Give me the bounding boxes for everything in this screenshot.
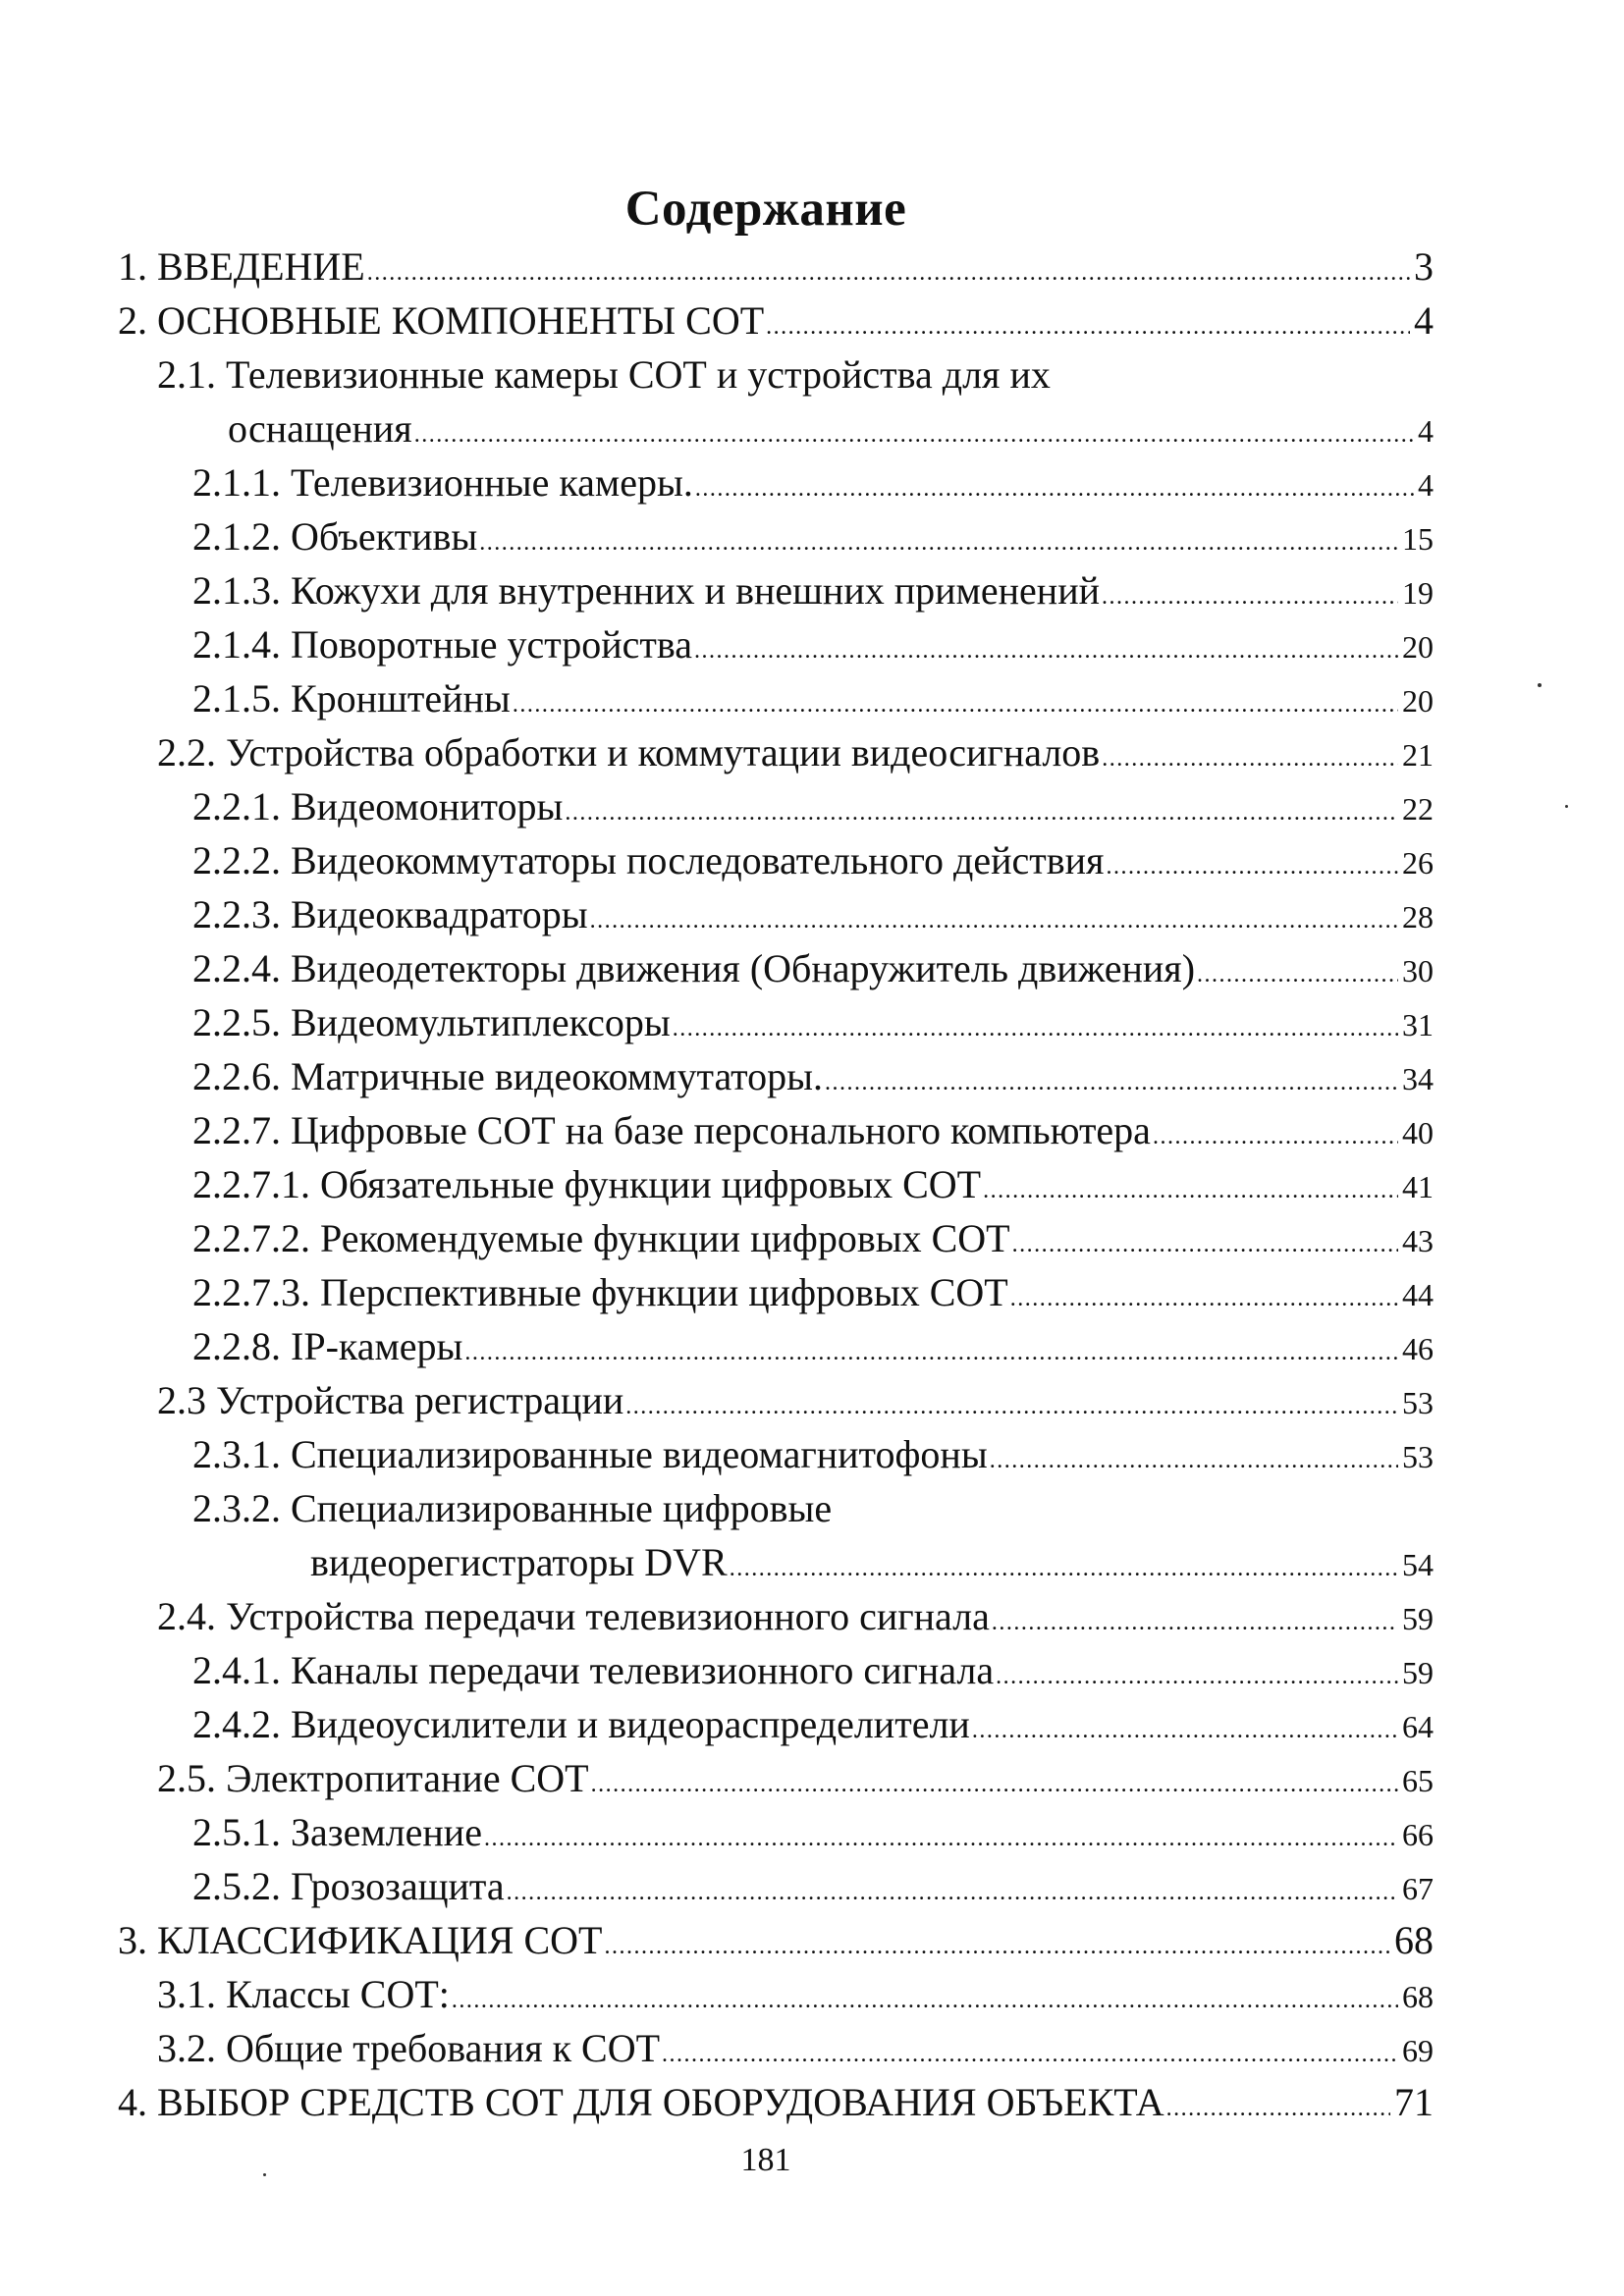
toc-entry-label: 2.2.7. Цифровые СОТ на базе персонального компьютера bbox=[192, 1108, 1151, 1152]
toc-entry bbox=[192, 1701, 1434, 1747]
toc-entry bbox=[192, 1809, 1434, 1855]
toc-entry bbox=[192, 837, 1434, 883]
toc-entry-label: оснащения bbox=[228, 406, 412, 451]
dot-leader bbox=[825, 1070, 1398, 1096]
dot-leader bbox=[972, 1718, 1398, 1744]
toc-entry bbox=[310, 1539, 1434, 1585]
dot-leader bbox=[1197, 962, 1398, 988]
toc-entry-page: 40 bbox=[1402, 1115, 1434, 1150]
dot-leader bbox=[565, 800, 1398, 827]
toc-entry-page: 4 bbox=[1418, 467, 1434, 503]
dot-leader bbox=[367, 260, 1410, 287]
toc-entry bbox=[192, 1161, 1434, 1207]
toc-entry-page: 43 bbox=[1402, 1223, 1434, 1258]
toc-entry bbox=[192, 1107, 1434, 1153]
toc-entry-page: 20 bbox=[1402, 629, 1434, 665]
toc-entry-page: 41 bbox=[1402, 1169, 1434, 1204]
toc-entry-page: 21 bbox=[1402, 737, 1434, 773]
dot-leader bbox=[1166, 2096, 1390, 2122]
dot-leader bbox=[990, 1448, 1398, 1474]
toc-entry-label-line1: 2.1. Телевизионные камеры СОТ и устройства для их bbox=[157, 352, 1051, 397]
dot-leader bbox=[1153, 1124, 1398, 1150]
toc-entry bbox=[157, 1755, 1434, 1801]
toc-entry-label: 2.2.2. Видеокоммутаторы последовательного действия bbox=[192, 838, 1105, 882]
toc-entry bbox=[192, 783, 1434, 829]
toc-entry-page: 53 bbox=[1402, 1385, 1434, 1420]
toc-entry-page: 15 bbox=[1402, 521, 1434, 557]
scan-speck bbox=[1565, 805, 1568, 808]
toc-entry-label: 2. ОСНОВНЫЕ КОМПОНЕНТЫ СОТ bbox=[118, 298, 765, 343]
toc-entry bbox=[192, 621, 1434, 667]
toc-entry-page: 28 bbox=[1402, 899, 1434, 934]
toc-entry bbox=[192, 1863, 1434, 1909]
toc-entry-label: 2.3 Устройства регистрации bbox=[157, 1378, 624, 1422]
toc-entry-page: 3 bbox=[1414, 244, 1434, 289]
dot-leader bbox=[464, 1340, 1398, 1366]
page-number: 181 bbox=[740, 2142, 791, 2178]
dot-leader bbox=[766, 314, 1410, 341]
dot-leader bbox=[625, 1394, 1398, 1420]
toc-entry-page: 71 bbox=[1394, 2080, 1434, 2124]
toc-entry-label: 2.2.6. Матричные видеокоммутаторы. bbox=[192, 1054, 823, 1098]
toc-entry bbox=[118, 2079, 1434, 2125]
toc-entry-label-line1: 2.3.2. Специализированные цифровые bbox=[192, 1486, 833, 1530]
dot-leader bbox=[484, 1826, 1398, 1852]
toc-entry-page: 64 bbox=[1402, 1709, 1434, 1744]
toc-entry bbox=[192, 675, 1434, 721]
toc-entry-label: 1. ВВЕДЕНИЕ bbox=[118, 244, 365, 289]
toc-entry-page: 31 bbox=[1402, 1007, 1434, 1042]
dot-leader bbox=[1012, 1232, 1398, 1258]
dot-leader bbox=[662, 2042, 1398, 2068]
toc-entry bbox=[192, 1323, 1434, 1369]
toc-entry-label: 3.1. Классы СОТ: bbox=[157, 1972, 450, 2016]
dot-leader bbox=[414, 422, 1414, 449]
toc-entry-label: 2.1.5. Кронштейны bbox=[192, 676, 511, 721]
toc-entry-page: 44 bbox=[1402, 1277, 1434, 1312]
toc-entry-page: 46 bbox=[1402, 1331, 1434, 1366]
toc-entry-label: 2.1.1. Телевизионные камеры. bbox=[192, 460, 693, 505]
dot-leader bbox=[590, 908, 1398, 934]
dot-leader bbox=[1102, 746, 1398, 773]
toc-entry-label: 3. КЛАССИФИКАЦИЯ СОТ bbox=[118, 1918, 603, 1962]
toc-entry-label: 2.2.5. Видеомультиплексоры bbox=[192, 1000, 671, 1044]
page-title: Содержание bbox=[624, 182, 907, 237]
toc-entry-page: 69 bbox=[1402, 2033, 1434, 2068]
toc-entry-page: 4 bbox=[1414, 298, 1434, 343]
dot-leader bbox=[507, 1880, 1398, 1906]
toc-entry bbox=[192, 513, 1434, 560]
toc-entry-label: 2.5. Электропитание СОТ bbox=[157, 1756, 589, 1800]
toc-entry-label: 2.1.4. Поворотные устройства bbox=[192, 622, 692, 667]
scan-speck bbox=[263, 2173, 266, 2176]
dot-leader bbox=[730, 1556, 1398, 1582]
dot-leader bbox=[513, 692, 1398, 719]
toc-entry bbox=[157, 2025, 1434, 2071]
toc-entry-label: 2.2.7.2. Рекомендуемые функции цифровых СОТ bbox=[192, 1216, 1010, 1260]
dot-leader bbox=[591, 1772, 1398, 1798]
toc-entry-page: 22 bbox=[1402, 791, 1434, 827]
dot-leader bbox=[452, 1988, 1398, 2014]
toc-entry-label: 4. ВЫБОР СРЕДСТВ СОТ ДЛЯ ОБОРУДОВАНИЯ ОБЪЕКТА bbox=[118, 2080, 1164, 2124]
toc-entry-page: 26 bbox=[1402, 845, 1434, 881]
toc-entry-page: 53 bbox=[1402, 1439, 1434, 1474]
dot-leader bbox=[996, 1664, 1398, 1690]
toc-entry-label: 3.2. Общие требования к СОТ bbox=[157, 2026, 661, 2070]
toc-entry-page: 19 bbox=[1402, 575, 1434, 611]
toc-entry-page: 34 bbox=[1402, 1061, 1434, 1096]
toc-entry bbox=[192, 891, 1434, 937]
toc-entry-label: 2.2.3. Видеоквадраторы bbox=[192, 892, 588, 936]
dot-leader bbox=[992, 1610, 1398, 1636]
toc-entry bbox=[157, 729, 1434, 775]
dot-leader bbox=[694, 638, 1398, 665]
toc-entry-label: 2.4.2. Видеоусилители и видеораспределители bbox=[192, 1702, 970, 1746]
toc-entry bbox=[157, 1593, 1434, 1639]
toc-entry bbox=[157, 1377, 1434, 1423]
toc-entry-label: 2.5.2. Грозозащита bbox=[192, 1864, 505, 1908]
dot-leader bbox=[604, 1934, 1390, 1960]
toc-entry-page: 68 bbox=[1402, 1979, 1434, 2014]
toc-entry bbox=[192, 1215, 1434, 1261]
toc-entry-label: 2.2.4. Видеодетекторы движения (Обнаружитель движения) bbox=[192, 946, 1196, 990]
toc-entry-label: 2.4. Устройства передачи телевизионного сигнала bbox=[157, 1594, 990, 1638]
toc-entry-page: 66 bbox=[1402, 1817, 1434, 1852]
toc-entry-page: 54 bbox=[1402, 1547, 1434, 1582]
toc-entry-page: 4 bbox=[1418, 413, 1434, 449]
toc-entry-label: 2.3.1. Специализированные видеомагнитофоны bbox=[192, 1432, 988, 1476]
toc-entry bbox=[192, 945, 1434, 991]
dot-leader bbox=[695, 476, 1414, 503]
toc-entry bbox=[118, 243, 1434, 290]
toc-entry-label: 2.4.1. Каналы передачи телевизионного сигнала bbox=[192, 1648, 995, 1692]
dot-leader bbox=[673, 1016, 1398, 1042]
toc-entry bbox=[192, 1269, 1434, 1315]
toc-entry bbox=[118, 1917, 1434, 1963]
dot-leader bbox=[1010, 1286, 1398, 1312]
toc-entry-label: 2.2.8. IP-камеры bbox=[192, 1324, 463, 1368]
toc-entry-label: 2.2.7.3. Перспективные функции цифровых СОТ bbox=[192, 1270, 1008, 1314]
toc-entry-label: видеорегистраторы DVR bbox=[310, 1540, 728, 1584]
scan-speck bbox=[1538, 683, 1542, 687]
toc-entry-page: 20 bbox=[1402, 683, 1434, 719]
toc-entry-page: 67 bbox=[1402, 1871, 1434, 1906]
toc-entry-label: 2.5.1. Заземление bbox=[192, 1810, 482, 1854]
toc-entry bbox=[192, 459, 1434, 506]
toc-entry-label: 2.1.2. Объективы bbox=[192, 514, 478, 559]
toc-entry bbox=[118, 297, 1434, 344]
toc-entry-page: 30 bbox=[1402, 953, 1434, 988]
toc-entry-page: 68 bbox=[1394, 1918, 1434, 1962]
toc-entry bbox=[192, 999, 1434, 1045]
toc-entry-page: 65 bbox=[1402, 1763, 1434, 1798]
toc-entry bbox=[157, 1971, 1434, 2017]
toc-entry bbox=[228, 405, 1434, 452]
toc-entry-label: 2.2.7.1. Обязательные функции цифровых СОТ bbox=[192, 1162, 982, 1206]
toc-entry-page: 59 bbox=[1402, 1655, 1434, 1690]
toc-entry-label: 2.2.1. Видеомониторы bbox=[192, 784, 564, 828]
dot-leader bbox=[1106, 854, 1398, 881]
dot-leader bbox=[1102, 584, 1398, 611]
toc-entry bbox=[192, 1053, 1434, 1099]
toc-entry bbox=[192, 567, 1434, 614]
dot-leader bbox=[983, 1178, 1398, 1204]
toc-entry-page: 59 bbox=[1402, 1601, 1434, 1636]
toc-entry bbox=[192, 1647, 1434, 1693]
toc-entry-label: 2.1.3. Кожухи для внутренних и внешних применений bbox=[192, 568, 1101, 613]
dot-leader bbox=[479, 530, 1398, 557]
toc-entry-label: 2.2. Устройства обработки и коммутации видеосигналов bbox=[157, 730, 1101, 774]
toc-entry bbox=[192, 1431, 1434, 1477]
